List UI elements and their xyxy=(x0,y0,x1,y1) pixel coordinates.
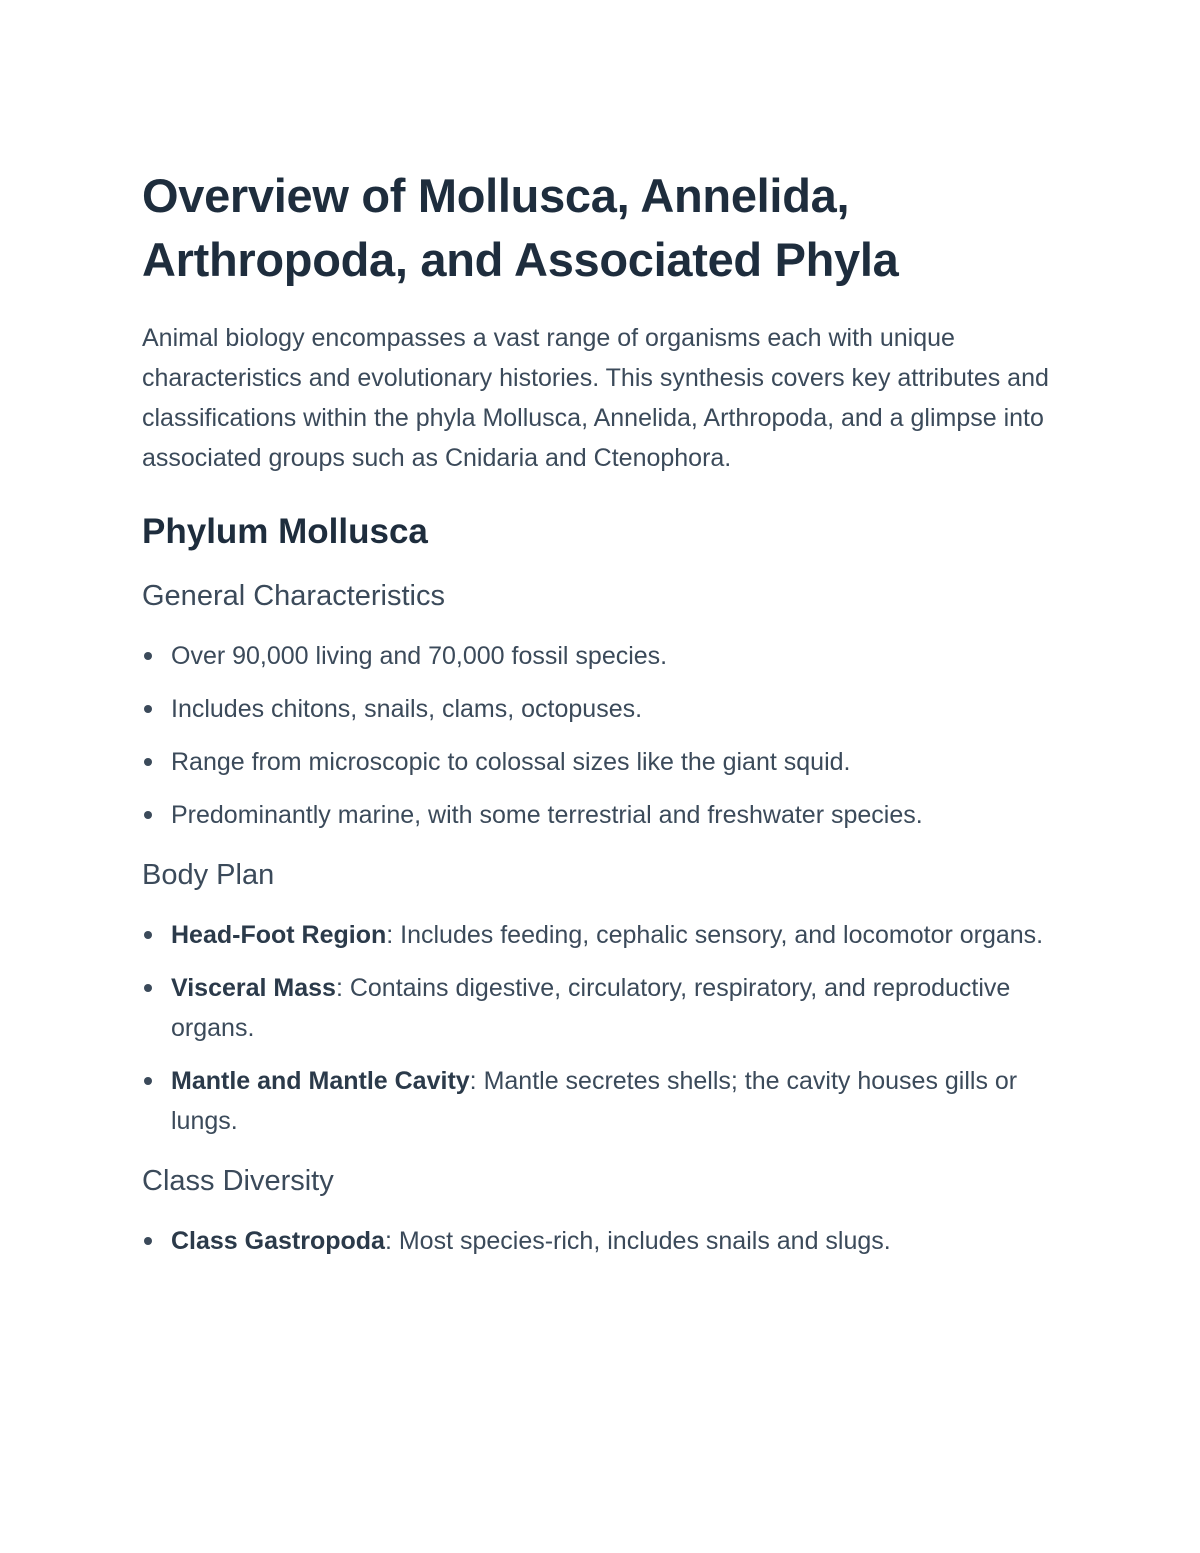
bullet-icon xyxy=(144,931,152,939)
bullet-icon xyxy=(144,1077,152,1085)
class-diversity-list xyxy=(142,1221,1050,1261)
list-item xyxy=(142,636,1050,676)
list-item xyxy=(142,795,1050,835)
list-item-text: Predominantly marine, with some terrestrial and freshwater species. xyxy=(171,801,923,829)
list-item xyxy=(142,1221,1050,1261)
list-item-text: Range from microscopic to colossal sizes like the giant squid. xyxy=(171,748,851,776)
list-item xyxy=(142,1061,1050,1141)
bullet-icon xyxy=(144,984,152,992)
subheading-class-diversity: Class Diversity xyxy=(142,1165,334,1197)
general-characteristics-list xyxy=(142,636,1050,835)
bullet-icon xyxy=(144,758,152,766)
list-item-term: Visceral Mass xyxy=(171,974,336,1002)
bullet-icon xyxy=(144,1237,152,1245)
section-heading-mollusca: Phylum Mollusca xyxy=(142,512,428,551)
subheading-body-plan: Body Plan xyxy=(142,859,275,891)
list-item-text: : Most species-rich, includes snails and slugs. xyxy=(384,1227,891,1255)
subheading-general-characteristics: General Characteristics xyxy=(142,580,445,612)
document-title: Overview of Mollusca, Annelida, Arthropoda, and Associated Phyla xyxy=(142,169,899,286)
list-item xyxy=(142,689,1050,729)
list-item-text: : Includes feeding, cephalic sensory, and locomotor organs. xyxy=(386,921,1044,949)
list-item-text: : Contains digestive, circulatory, respiratory, and reproductive organs. xyxy=(171,974,1011,1042)
list-item-term: Class Gastropoda xyxy=(171,1227,385,1255)
intro-paragraph: Animal biology encompasses a vast range of organisms each with unique characteristics and evolutionary histories. This synthesis covers key attributes and classifications within the phyla Mollusca, Annelida, Arthropoda, and a glimpse into associated groups such as Cnidaria and Ctenophora. xyxy=(142,324,1049,472)
body-plan-list xyxy=(142,915,1050,1141)
list-item-term: Mantle and Mantle Cavity xyxy=(171,1067,470,1095)
list-item-text: Includes chitons, snails, clams, octopuses. xyxy=(171,695,643,723)
list-item xyxy=(142,968,1050,1048)
list-item-text: : Mantle secretes shells; the cavity houses gills or lungs. xyxy=(171,1067,1018,1135)
list-item xyxy=(142,742,1050,782)
list-item xyxy=(142,915,1050,955)
bullet-icon xyxy=(144,652,152,660)
bullet-icon xyxy=(144,811,152,819)
list-item-text: Over 90,000 living and 70,000 fossil species. xyxy=(171,642,668,670)
bullet-icon xyxy=(144,705,152,713)
list-item-term: Head-Foot Region xyxy=(171,921,387,949)
